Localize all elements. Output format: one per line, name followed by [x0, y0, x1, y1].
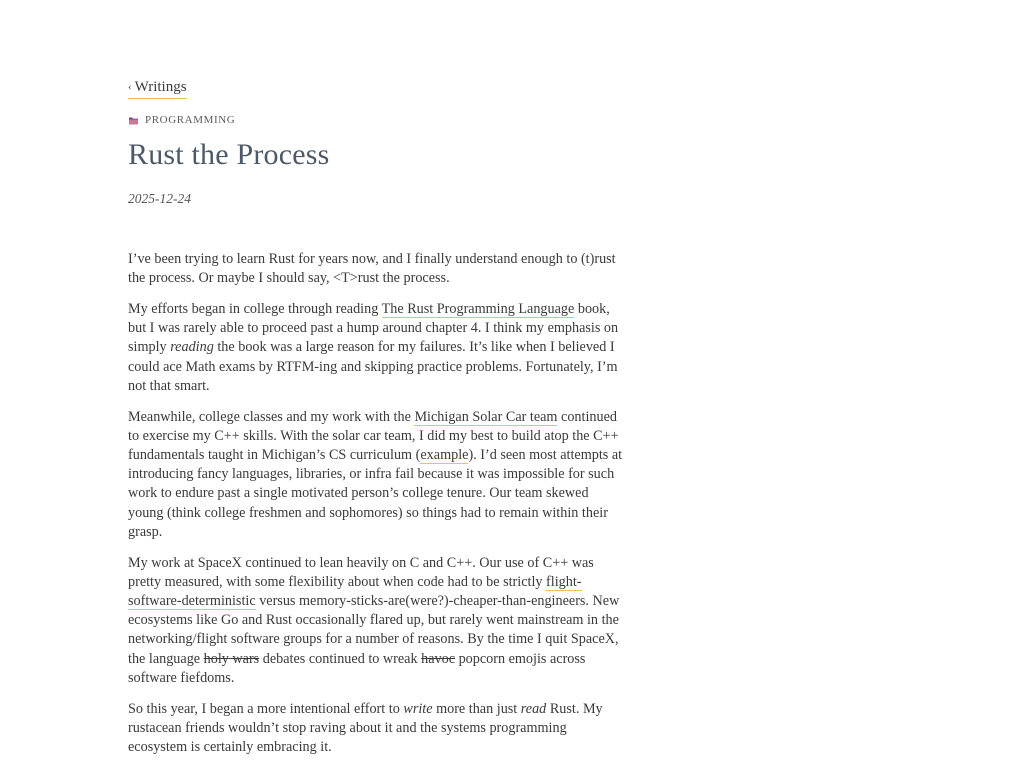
paragraph-text: I’ve been trying to learn Rust for years now, and I finally understand enough to (t)rust the process. Or maybe I should say, <T>rust the process. [128, 251, 616, 287]
rust-book-link[interactable]: The Rust Programming Language [381, 301, 575, 317]
example-link[interactable]: example [420, 447, 469, 464]
back-to-writings-link[interactable] [128, 78, 187, 99]
paragraph-text: My efforts began in college through reading [128, 301, 382, 317]
chevron-left-icon: ‹ [128, 81, 132, 93]
paragraph-text: popcorn emojis across software fiefdoms. [128, 650, 586, 686]
back-link-label: Writings [134, 79, 187, 95]
paragraph-4 [128, 554, 624, 688]
strikethrough-text: holy wars [203, 650, 260, 667]
flight-software-deterministic-link[interactable]: flight-software-deterministic [128, 573, 582, 610]
paragraph-text: book, but I was rarely able to proceed past a hump around chapter 4. I think my emphasis on simply [128, 301, 619, 356]
solar-car-team-link[interactable]: Michigan Solar Car team [414, 408, 558, 425]
paragraph-text: debates continued to wreak [259, 650, 422, 667]
paragraph-text: My work at SpaceX continued to lean heavily on C and C++. Our use of C++ was pretty measured, with some flexibility about when code had to be strictly [128, 554, 594, 590]
article-body [128, 250, 624, 757]
paragraph-text: So this year, I began a more intentional effort to [128, 700, 404, 717]
emphasis-text: reading [170, 339, 214, 356]
paragraph-text: Meanwhile, college classes and my work with the [128, 408, 415, 425]
category-label: PROGRAMMING [145, 114, 236, 126]
page-title: Rust the Process [128, 138, 330, 171]
strikethrough-text: havoc [421, 650, 456, 667]
category-tag [128, 113, 624, 127]
paragraph-text: the book was a large reason for my failures. It’s like when I believed I could ace Math exams by RTFM-ing and skipping practice problems. Fortunately, I’m not that smart. [128, 339, 618, 394]
emphasis-text: write [403, 700, 433, 717]
paragraph-text: Rust. My rustacean friends wouldn’t stop raving about it and the systems programming ecosystem is certainly embracing it. [128, 700, 603, 756]
paragraph-text: versus memory-sticks-are(were?)-cheaper-than-engineers. New ecosystems like Go and Rust occasionally flared up, but rarely went mainstream in the networking/flight software groups for a number of reasons. By the time I quit SpaceX, the language [128, 593, 620, 667]
paragraph-text: ). I’d seen most attempts at introducing fancy languages, libraries, or infra fail because it was impossible for such work to endure past a single motivated person’s college tenure. Our team skewed young (think college freshmen and sophomores) so things had to remain within their grasp. [128, 447, 623, 540]
paragraph-text: continued to exercise my C++ skills. With the solar car team, I did my best to build atop the C++ fundamentals taught in Michigan’s CS curriculum ( [128, 408, 619, 464]
article-column [128, 78, 624, 768]
paragraph-3 [128, 408, 624, 542]
folder-icon [128, 115, 139, 126]
paragraph-1 [128, 250, 624, 288]
paragraph-2 [128, 300, 624, 396]
paragraph-text: more than just [432, 700, 521, 717]
post-date: 2025-12-24 [128, 191, 191, 206]
emphasis-text: read [520, 700, 547, 717]
paragraph-5 [128, 700, 624, 758]
